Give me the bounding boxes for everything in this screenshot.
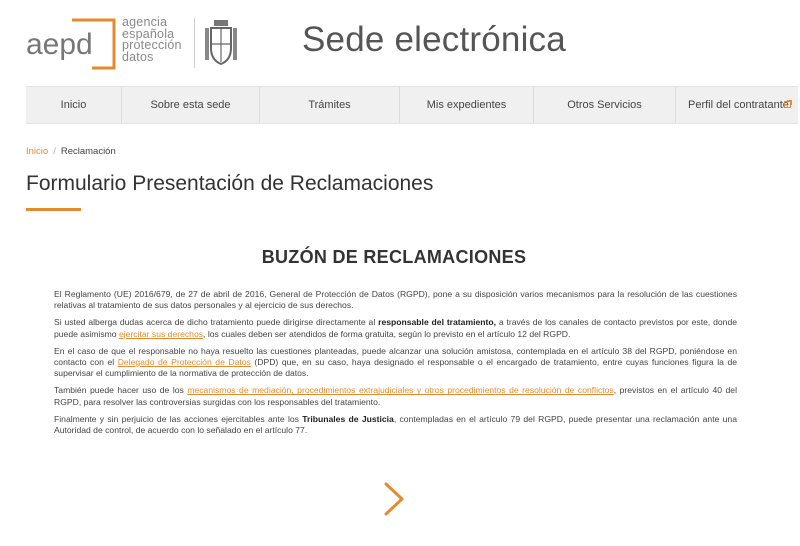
- logo-line: española: [122, 26, 175, 41]
- nav-item-tramites[interactable]: Trámites: [260, 87, 400, 123]
- logo-line: protección: [122, 38, 182, 52]
- logo-line: agencia: [122, 15, 168, 29]
- info-text: [54, 289, 737, 442]
- paragraph: Finalmente y sin perjuicio de las acciones ejercitables ante los Tribunales de Justicia, contempladas en el artículo 79 del RGPD, puede presentar una reclamación ante una Autoridad de control, de acuerdo con lo señalado en el artículo 77.: [54, 413, 737, 436]
- paragraph: Si usted alberga dudas acerca de dicho tratamiento puede dirigirse directamente al responsable del tratamiento, a través de los canales de contacto previstos por este, donde puede asimismo ejercitar sus derechos, los cuales deben ser atendidos de forma gratuita, según lo previsto en el artículo 12 del RGPD.: [54, 317, 737, 339]
- nav-item-sobre-esta-sede[interactable]: Sobre esta sede: [122, 87, 260, 123]
- dpo-link[interactable]: Delegado de Protección de Datos: [117, 357, 251, 368]
- site-header: [0, 0, 800, 86]
- breadcrumb-home-link[interactable]: Inicio: [26, 146, 49, 157]
- bold-text: Tribunales de Justicia: [302, 413, 394, 424]
- breadcrumb-separator: /: [53, 146, 56, 157]
- paragraph: El Reglamento (UE) 2016/679, de 27 de abril de 2016, General de Protección de Datos (RGPD), pone a su disposición varios mecanismos para la resolución de las cuestiones relativas al tratamiento de sus datos personales y al ejercicio de sus derechos.: [54, 289, 737, 311]
- paragraph: En el caso de que el responsable no haya resuelto las cuestiones planteadas, puede alcanzar una solución amistosa, contemplada en el artículo 38 del RGPD, poniéndose en contacto con el Delegado de Protección de Datos (DPD) que, en su caso, haya designado el responsable o el encargado de tratamiento, entre cuyas funciones figura la de supervisar el cumplimiento de la normativa de protección de datos.: [54, 345, 738, 379]
- breadcrumb-current: Reclamación: [60, 146, 116, 157]
- title-underline: [26, 208, 81, 211]
- section-title: BUZÓN DE RECLAMACIONES: [261, 247, 527, 267]
- exercise-rights-link[interactable]: ejercitar sus derechos: [118, 328, 204, 339]
- nav-item-perfil-del-contratante[interactable]: [676, 87, 798, 123]
- coat-of-arms-icon: [204, 18, 238, 68]
- aepd-logo-mark: [26, 16, 118, 72]
- mediation-mechanisms-link[interactable]: mecanismos de mediación, procedimientos extrajudiciales y otros procedimientos de resolución de conflictos: [187, 385, 614, 396]
- page-title: Formulario Presentación de Reclamaciones: [26, 172, 434, 195]
- aepd-logo[interactable]: [26, 16, 240, 72]
- logo-text: [122, 17, 182, 63]
- external-link-icon: [784, 100, 792, 108]
- breadcrumb: [26, 146, 116, 157]
- logo-line: datos: [122, 49, 154, 64]
- paragraph: También puede hacer uso de los mecanismos de mediación, procedimientos extrajudiciales y otros procedimientos de resolución de conflictos, previstos en el artículo 40 del RGPD, para resolver las controversias surgidas con los responsables del tratamiento.: [54, 385, 737, 407]
- site-title: Sede electrónica: [302, 20, 566, 59]
- main-nav: [26, 86, 798, 124]
- logo-letters: aepd: [26, 28, 93, 61]
- nav-item-otros-servicios[interactable]: Otros Servicios: [534, 87, 676, 123]
- chevron-right-icon[interactable]: [381, 481, 407, 517]
- nav-item-inicio[interactable]: Inicio: [26, 87, 122, 123]
- nav-item-label: Perfil del contratante: [688, 99, 789, 111]
- nav-item-mis-expedientes[interactable]: Mis expedientes: [400, 87, 534, 123]
- bold-text: responsable del tratamiento,: [378, 317, 497, 328]
- logo-divider: [194, 18, 195, 68]
